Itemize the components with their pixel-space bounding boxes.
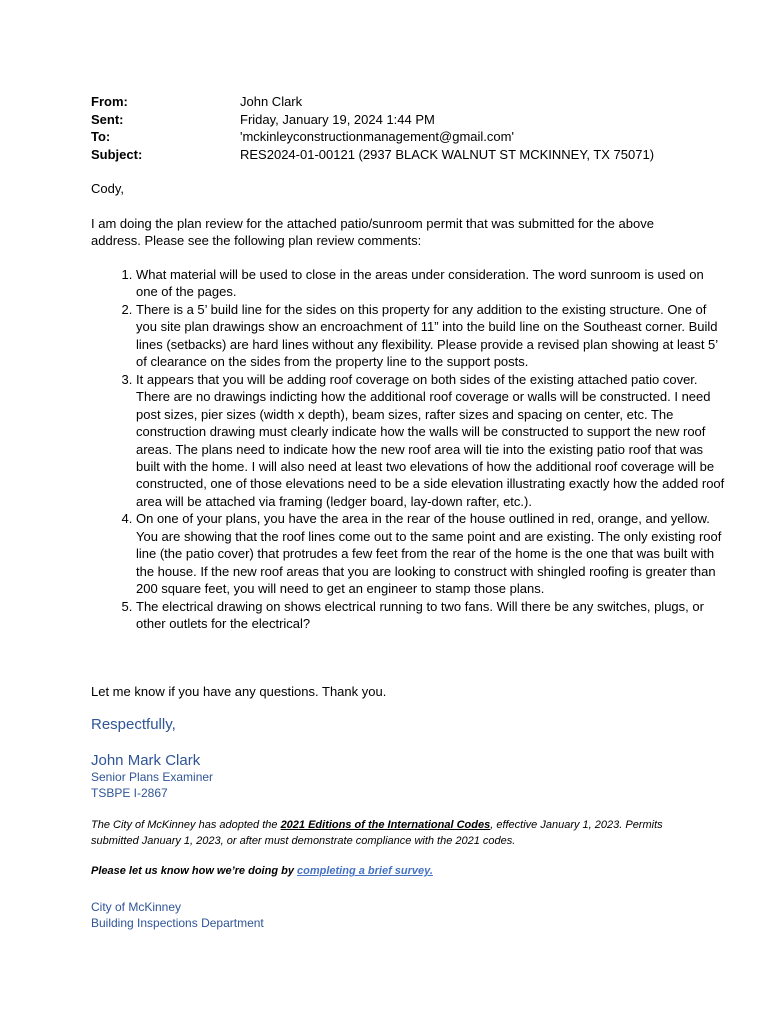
- department-name: Building Inspections Department: [91, 916, 264, 930]
- sent-row: [91, 111, 654, 129]
- department-block: [91, 899, 264, 931]
- comment-item: 1. What material will be used to close in the areas under consideration. The word sunroom is used on one of the pages.: [136, 266, 728, 301]
- signature-title: Senior Plans Examiner: [91, 770, 214, 784]
- plan-review-comments: [91, 266, 728, 633]
- comment-item: 3. It appears that you will be adding roof coverage on both sides of the existing attached patio cover. There are no drawings indicting how the additional roof coverage or walls will be constructed. I need post sizes, pier sizes (width x depth), beam sizes, rafter sizes and spacing on center, etc. The construction drawing must clearly indicate how the walls will be constructed to support the new roof areas. The plans need to indicate how the new roof area will tie into the existing patio roof that was built with the home. I will also need at least two elevations of how the additional roof coverage will be constructed, one of those elevations need to be a side elevation illustrating exactly how the added roof area will be attached via framing (ledger board, lay-down rafter, etc.).: [136, 371, 728, 511]
- notice-prefix: The City of McKinney has adopted the: [91, 819, 281, 831]
- signature-name: John Mark Clark: [91, 752, 201, 769]
- signature-salutation: Respectfully,: [91, 716, 176, 733]
- city-name: City of McKinney: [91, 900, 182, 914]
- survey-link[interactable]: completing a brief survey.: [297, 865, 433, 877]
- code-adoption-notice: [91, 817, 691, 849]
- closing-line: Let me know if you have any questions. Thank you.: [91, 684, 387, 699]
- email-header: [91, 93, 654, 163]
- comment-item: 5. The electrical drawing on shows electrical running to two fans. Will there be any switches, plugs, or other outlets for the electrical?: [136, 598, 728, 633]
- to-label: To:: [91, 129, 111, 144]
- intro-paragraph: I am doing the plan review for the attached patio/sunroom permit that was submitted for the above address. Please see the following plan review comments:: [91, 216, 654, 249]
- from-row: [91, 93, 654, 111]
- signature-license: TSBPE I-2867: [91, 786, 168, 800]
- to-value: 'mckinleyconstructionmanagement@gmail.com': [240, 129, 514, 144]
- notice-suffix: , effective January 1, 2023. Permits submitted January 1, 2023, or after must demonstrate compliance with the 2021 codes.: [91, 819, 663, 847]
- greeting: Cody,: [91, 181, 124, 196]
- sent-value: Friday, January 19, 2024 1:44 PM: [240, 111, 435, 127]
- survey-prefix: Please let us know how we’re doing by: [91, 865, 297, 877]
- subject-value: RES2024-01-00121 (2937 BLACK WALNUT ST MCKINNEY, TX 75071): [240, 146, 655, 162]
- codes-link[interactable]: 2021 Editions of the International Codes: [280, 819, 491, 831]
- survey-line: [91, 865, 433, 877]
- from-label: From:: [91, 94, 128, 109]
- from-value: John Clark: [240, 94, 303, 109]
- sent-label: Sent:: [91, 111, 124, 127]
- comment-item: 2. There is a 5’ build line for the sides on this property for any addition to the existing structure. One of you site plan drawings show an encroachment of 11” into the build line on the Southeast corner. Build lines (setbacks) are hard lines without any flexibility. Please provide a revised plan showing at least 5’ of clearance on the sides from the property line to the support posts.: [136, 301, 728, 371]
- subject-label: Subject:: [91, 146, 143, 162]
- to-row: [91, 128, 654, 146]
- comment-item: 4. On one of your plans, you have the area in the rear of the house outlined in red, orange, and yellow. You are showing that the roof lines come out to the same point and are existing. The only existing roof line (the patio cover) that protrudes a few feet from the rear of the home is the one that was built with the house. If the new roof areas that you are looking to construct with shingled roofing is greater than 200 square feet, you will need to get an engineer to stamp those plans.: [136, 510, 728, 597]
- subject-row: [91, 146, 654, 164]
